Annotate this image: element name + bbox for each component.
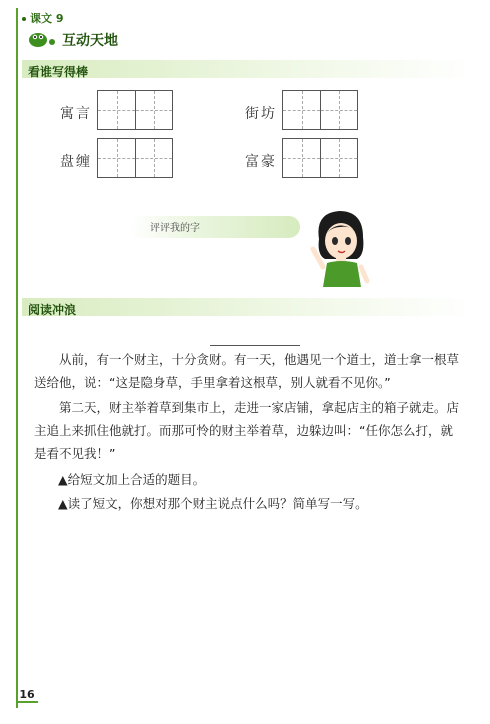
title-answer-line[interactable]	[210, 345, 300, 346]
writing-grid[interactable]	[97, 138, 173, 178]
writing-grid[interactable]	[282, 138, 358, 178]
writing-grid[interactable]	[97, 90, 173, 130]
word-label: 盘缠	[60, 154, 92, 170]
section-title-writing: 看谁写得棒	[28, 65, 89, 79]
section-band-reading	[22, 298, 474, 316]
review-label: 评评我的字	[150, 223, 200, 234]
lesson-label: 课文 9	[22, 10, 63, 26]
writing-grid[interactable]	[282, 90, 358, 130]
girl-illustration-icon	[305, 205, 375, 287]
reading-paragraph: 第二天，财主举着草到集市上，走进一家店铺，拿起店主的箱子就走。店主追上来抓住他就打。而那可怜的财主举着草，边躲边叫：“任你怎么打，就是看不见我！”	[34, 400, 460, 461]
word-label: 街坊	[245, 106, 277, 122]
left-margin-line	[16, 8, 18, 708]
word-label: 寓言	[60, 106, 92, 122]
section-header-title: 互动天地	[62, 33, 118, 49]
section-band-writing	[22, 60, 474, 78]
reading-paragraph: 从前，有一个财主，十分贪财。有一天，他遇见一个道士，道士拿一根草送给他，说：“这是隐身草，手里拿着这根草，别人就看不见你。”	[34, 352, 460, 390]
question-item: ▲给短文加上合适的题目。	[58, 472, 206, 487]
section-title-reading: 阅读冲浪	[28, 303, 77, 317]
frog-mascot-icon	[28, 30, 58, 48]
page-number: 16	[16, 688, 38, 703]
question-item: ▲读了短文，你想对那个财主说点什么吗？简单写一写。	[58, 496, 368, 511]
word-label: 富豪	[245, 154, 277, 170]
